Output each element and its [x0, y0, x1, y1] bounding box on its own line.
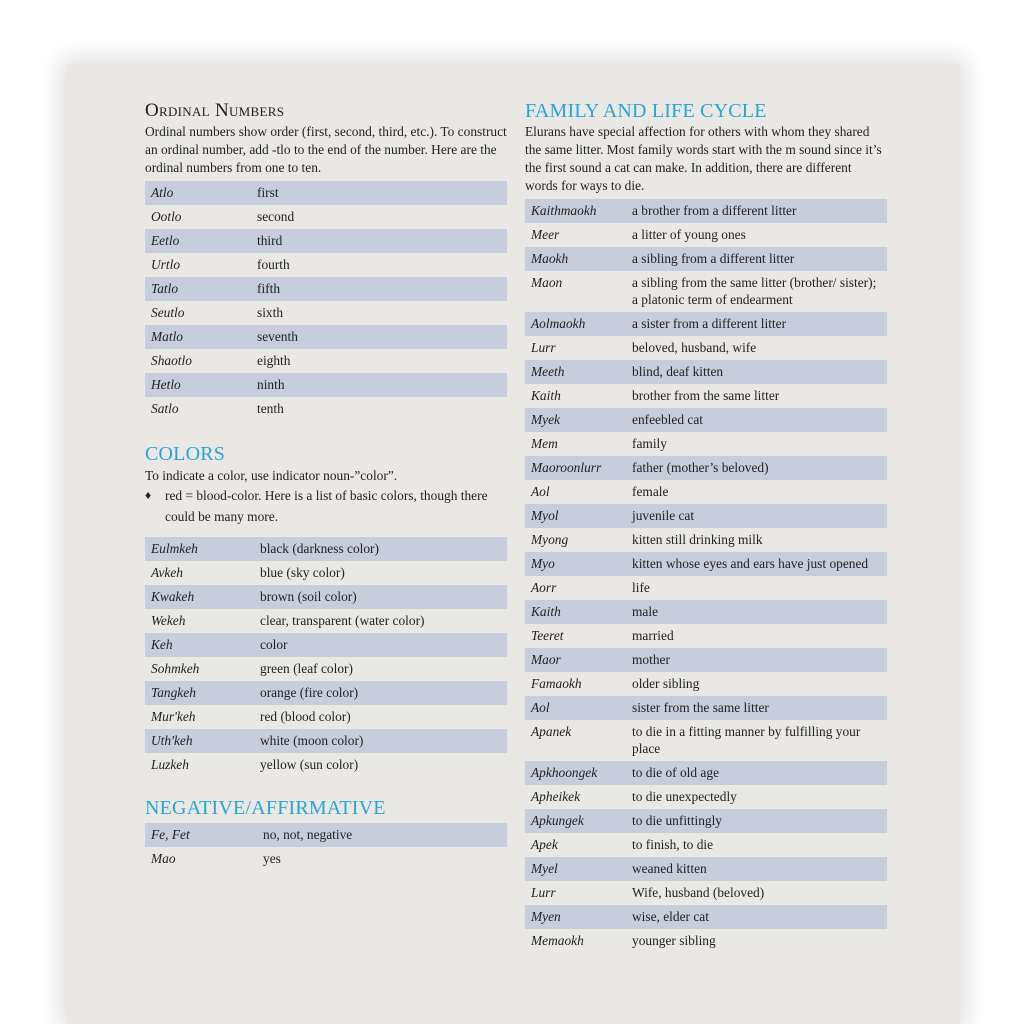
glossary-definition: father (mother’s beloved) — [626, 456, 887, 480]
glossary-row — [525, 720, 887, 761]
glossary-definition: male — [626, 600, 887, 624]
glossary-term: Apheikek — [531, 789, 581, 804]
glossary-definition: enfeebled cat — [626, 408, 887, 432]
glossary-term: Matlo — [145, 325, 251, 349]
glossary-row — [145, 373, 507, 397]
glossary-term: Maoroonlurr — [525, 456, 626, 480]
glossary-row — [145, 657, 507, 681]
glossary-row — [525, 881, 887, 905]
glossary-definition: first — [251, 181, 507, 205]
glossary-row — [525, 271, 887, 312]
glossary-row — [145, 609, 507, 633]
glossary-term: Atlo — [145, 181, 251, 205]
glossary-row — [525, 199, 887, 223]
glossary-definition: brother from the same litter — [632, 388, 780, 403]
glossary-definition: a sibling from the same litter (brother/ sister); a platonic term of endearment — [632, 275, 877, 307]
glossary-term: Tangkeh — [145, 681, 254, 705]
glossary-row — [145, 585, 507, 609]
glossary-definition: green (leaf color) — [260, 661, 353, 676]
glossary-row — [525, 312, 887, 336]
glossary-row — [525, 600, 887, 624]
glossary-term: Kaith — [525, 600, 626, 624]
colors-heading: COLORS — [145, 443, 226, 465]
glossary-term: Ootlo — [151, 209, 182, 224]
glossary-term: Satlo — [151, 401, 179, 416]
glossary-term: Keh — [145, 633, 254, 657]
glossary-term: Maor — [525, 648, 626, 672]
glossary-term: Fe, Fet — [145, 823, 257, 847]
glossary-term: Famaokh — [531, 676, 582, 691]
glossary-term: Eetlo — [145, 229, 251, 253]
glossary-term: Myel — [525, 857, 626, 881]
family-intro: Elurans have special affection for others with whom they shared the same litter. Most family words start with the m sound since it’s the first sound a cat can make. In addition, there are different words for ways to die. — [525, 124, 882, 193]
glossary-definition: a litter of young ones — [632, 227, 746, 242]
glossary-term: Seutlo — [151, 305, 185, 320]
glossary-term: Apanek — [531, 724, 572, 739]
colors-table — [145, 537, 507, 777]
glossary-term: Shaotlo — [151, 353, 192, 368]
glossary-definition: blue (sky color) — [260, 565, 345, 580]
glossary-row — [525, 456, 887, 480]
glossary-definition: Wife, husband (beloved) — [632, 885, 765, 900]
glossary-row — [145, 823, 507, 847]
glossary-row — [525, 761, 887, 785]
glossary-row — [145, 181, 507, 205]
glossary-row — [145, 705, 507, 729]
glossary-row — [525, 480, 887, 504]
glossary-term: Aolmaokh — [525, 312, 626, 336]
glossary-definition: fifth — [251, 277, 507, 301]
glossary-term: Apkhoongek — [525, 761, 626, 785]
glossary-term: Hetlo — [145, 373, 251, 397]
glossary-row — [145, 753, 507, 777]
glossary-definition: yellow (sun color) — [260, 757, 359, 772]
glossary-definition: older sibling — [632, 676, 700, 691]
glossary-term: Myong — [531, 532, 569, 547]
ordinal-intro: Ordinal numbers show order (first, second, third, etc.). To construct an ordinal number, add -tlo to the end of the number. Here are the ordinal numbers from one to ten. — [145, 124, 507, 175]
glossary-term: Mao — [151, 851, 176, 866]
glossary-term: Wekeh — [151, 613, 186, 628]
glossary-definition: younger sibling — [632, 933, 716, 948]
glossary-definition: yes — [263, 851, 281, 866]
glossary-definition: family — [632, 436, 667, 451]
glossary-term: Uth'keh — [145, 729, 254, 753]
glossary-term: Kwakeh — [145, 585, 254, 609]
glossary-definition: wise, elder cat — [626, 905, 887, 929]
glossary-definition: sister from the same litter — [626, 696, 887, 720]
glossary-definition: a brother from a different litter — [626, 199, 887, 223]
glossary-term: Sohmkeh — [151, 661, 200, 676]
glossary-row — [525, 576, 887, 600]
glossary-row — [145, 349, 507, 373]
glossary-definition: ninth — [251, 373, 507, 397]
glossary-row — [145, 847, 507, 871]
glossary-term: Myen — [525, 905, 626, 929]
glossary-definition: sixth — [257, 305, 284, 320]
glossary-row — [145, 681, 507, 705]
glossary-definition: married — [632, 628, 674, 643]
glossary-term: Teeret — [531, 628, 564, 643]
glossary-definition: to die unfittingly — [626, 809, 887, 833]
glossary-definition: female — [632, 484, 669, 499]
glossary-definition: no, not, negative — [257, 823, 507, 847]
glossary-row — [145, 325, 507, 349]
glossary-definition: a sister from a different litter — [626, 312, 887, 336]
glossary-row — [525, 857, 887, 881]
glossary-row — [145, 537, 507, 561]
glossary-term: Meer — [531, 227, 560, 242]
glossary-term: Aorr — [531, 580, 557, 595]
ordinal-section — [145, 100, 507, 421]
glossary-row — [145, 253, 507, 277]
glossary-term: Aol — [531, 484, 550, 499]
ordinal-table — [145, 181, 507, 421]
right-column — [525, 100, 887, 953]
left-column — [145, 100, 507, 871]
glossary-term: Lurr — [531, 885, 556, 900]
glossary-row — [525, 648, 887, 672]
glossary-row — [525, 504, 887, 528]
glossary-definition: beloved, husband, wife — [632, 340, 757, 355]
glossary-row — [525, 408, 887, 432]
glossary-row — [525, 696, 887, 720]
glossary-term: Memaokh — [531, 933, 584, 948]
glossary-row — [525, 223, 887, 247]
glossary-definition: seventh — [251, 325, 507, 349]
document-page — [66, 64, 960, 1024]
glossary-definition: a sibling from a different litter — [626, 247, 887, 271]
glossary-definition: third — [251, 229, 507, 253]
negative-section — [145, 797, 507, 871]
glossary-row — [525, 929, 887, 953]
glossary-row — [145, 229, 507, 253]
glossary-term: Myo — [525, 552, 626, 576]
glossary-definition: life — [632, 580, 650, 595]
ordinal-heading: Ordinal Numbers — [145, 100, 285, 121]
glossary-row — [525, 528, 887, 552]
glossary-term: Meeth — [525, 360, 626, 384]
glossary-definition: to die of old age — [626, 761, 887, 785]
glossary-row — [525, 672, 887, 696]
glossary-row — [145, 633, 507, 657]
glossary-definition: black (darkness color) — [254, 537, 507, 561]
glossary-term: Tatlo — [145, 277, 251, 301]
glossary-definition: blind, deaf kitten — [626, 360, 887, 384]
colors-bullet — [145, 485, 507, 527]
glossary-term: Mur'keh — [151, 709, 196, 724]
glossary-row — [525, 432, 887, 456]
negative-heading: NEGATIVE/AFFIRMATIVE — [145, 797, 386, 819]
glossary-definition: kitten whose eyes and ears have just opened — [626, 552, 887, 576]
glossary-definition: eighth — [257, 353, 291, 368]
glossary-definition: brown (soil color) — [254, 585, 507, 609]
glossary-row — [525, 624, 887, 648]
glossary-definition: to die unexpectedly — [632, 789, 737, 804]
glossary-row — [525, 833, 887, 857]
glossary-definition: juvenile cat — [626, 504, 887, 528]
glossary-term: Avkeh — [151, 565, 183, 580]
glossary-row — [145, 205, 507, 229]
glossary-definition: orange (fire color) — [254, 681, 507, 705]
glossary-row — [525, 785, 887, 809]
glossary-definition: fourth — [257, 257, 290, 272]
colors-bullet-text: red = blood-color. Here is a list of basic colors, though there could be many more. — [165, 488, 488, 524]
glossary-term: Urtlo — [151, 257, 181, 272]
glossary-definition: white (moon color) — [254, 729, 507, 753]
glossary-term: Maon — [531, 275, 563, 290]
glossary-row — [525, 552, 887, 576]
family-heading: FAMILY AND LIFE CYCLE — [525, 100, 767, 122]
glossary-term: Kaithmaokh — [525, 199, 626, 223]
glossary-row — [525, 336, 887, 360]
glossary-row — [145, 561, 507, 585]
glossary-term: Mem — [531, 436, 558, 451]
glossary-definition: to finish, to die — [632, 837, 714, 852]
glossary-term: Eulmkeh — [145, 537, 254, 561]
glossary-row — [145, 729, 507, 753]
glossary-row — [145, 277, 507, 301]
family-table — [525, 199, 887, 953]
glossary-definition: tenth — [257, 401, 284, 416]
glossary-definition: second — [257, 209, 295, 224]
glossary-term: Apkungek — [525, 809, 626, 833]
glossary-row — [525, 905, 887, 929]
glossary-row — [525, 384, 887, 408]
glossary-row — [525, 809, 887, 833]
glossary-definition: kitten still drinking milk — [632, 532, 763, 547]
colors-section — [145, 443, 507, 777]
glossary-term: Myek — [525, 408, 626, 432]
drop-icon: ♦ — [145, 488, 152, 502]
negative-table — [145, 823, 507, 871]
glossary-definition: weaned kitten — [626, 857, 887, 881]
glossary-term: Luzkeh — [151, 757, 189, 772]
glossary-definition: to die in a fitting manner by fulfilling your place — [632, 724, 861, 756]
glossary-term: Kaith — [531, 388, 561, 403]
glossary-definition: color — [254, 633, 507, 657]
glossary-row — [525, 247, 887, 271]
glossary-definition: red (blood color) — [260, 709, 351, 724]
colors-intro: To indicate a color, use indicator noun-”color”. — [145, 468, 398, 483]
glossary-definition: clear, transparent (water color) — [260, 613, 425, 628]
glossary-term: Lurr — [531, 340, 556, 355]
glossary-term: Myol — [525, 504, 626, 528]
glossary-definition: mother — [626, 648, 887, 672]
glossary-term: Aol — [525, 696, 626, 720]
glossary-term: Apek — [531, 837, 558, 852]
glossary-row — [145, 301, 507, 325]
glossary-row — [145, 397, 507, 421]
glossary-term: Maokh — [525, 247, 626, 271]
family-section — [525, 100, 887, 953]
glossary-row — [525, 360, 887, 384]
